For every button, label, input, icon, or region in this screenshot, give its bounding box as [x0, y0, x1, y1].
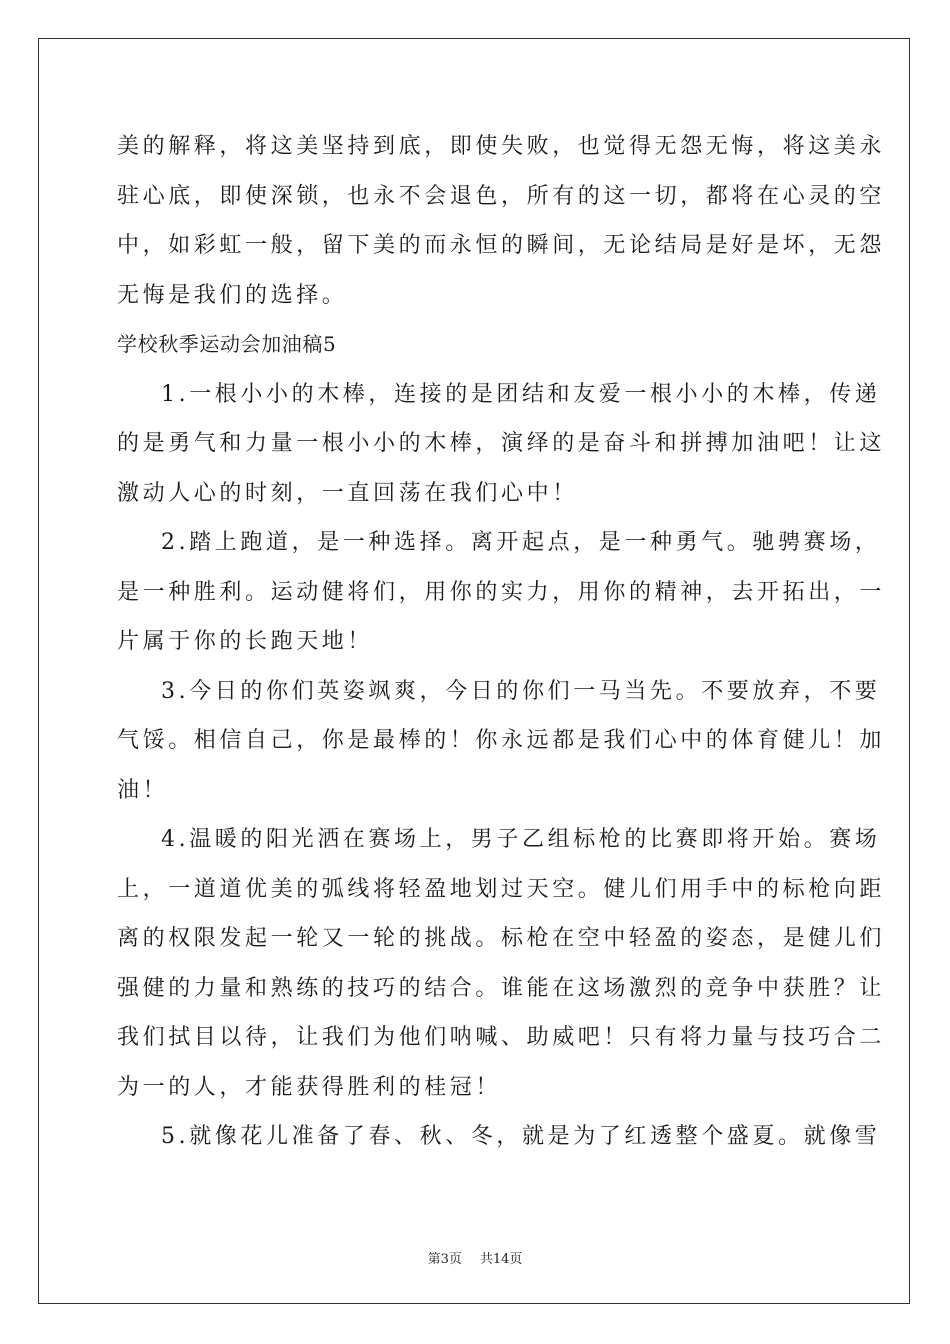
text-line: 2.踏上跑道，是一种选择。离开起点，是一种勇气。驰骋赛场，	[161, 530, 881, 555]
text-line: 1.一根小小的木棒，连接的是团结和友爱一根小小的木棒，传递	[161, 381, 881, 407]
text-line: 驻心底，即使深锁，也永不会退色，所有的这一切，都将在心灵的空	[117, 183, 886, 209]
text-line: 强健的力量和熟练的技巧的结合。谁能在这场激烈的竞争中获胜？让	[117, 975, 886, 1001]
section-title: 学校秋季运动会加油稿5	[117, 332, 337, 356]
text-line: 我们拭目以待，让我们为他们呐喊、助威吧！只有将力量与技巧合二	[117, 1025, 886, 1050]
document-body	[117, 122, 886, 1162]
text-line: 油！	[117, 777, 169, 803]
text-line: 离的权限发起一轮又一轮的挑战。标枪在空中轻盈的姿态，是健儿们	[117, 926, 886, 951]
text-line: 的是勇气和力量一根小小的木棒，演绎的是奋斗和拼搏加油吧！让这	[117, 431, 886, 456]
text-line: 美的解释，将这美坚持到底，即使失败，也觉得无怨无悔，将这美永	[117, 134, 886, 159]
text-line: 3.今日的你们英姿飒爽，今日的你们一马当先。不要放弃，不要	[161, 678, 881, 704]
text-line: 是一种胜利。运动健将们，用你的实力，用你的精神，去开拓出，一	[117, 579, 886, 605]
page-number-current: 第3页	[427, 1252, 462, 1267]
text-line: 片属于你的长跑天地！	[117, 629, 374, 654]
paragraph-4	[117, 815, 886, 1112]
text-line: 上，一道道优美的弧线将轻盈地划过天空。健儿们用手中的标枪向距	[117, 876, 886, 902]
text-line: 中，如彩虹一般，留下美的而永恒的瞬间，无论结局是好是坏，无怨	[117, 233, 886, 258]
text-line: 为一的人，才能获得胜利的桂冠！	[117, 1074, 502, 1100]
text-line: 4.温暖的阳光洒在赛场上，男子乙组标枪的比赛即将开始。赛场	[161, 827, 881, 852]
paragraph-2	[117, 518, 886, 667]
paragraph-5	[117, 1112, 881, 1162]
text-line: 无悔是我们的选择。	[117, 282, 348, 308]
page-number-total: 共14页	[479, 1252, 523, 1267]
paragraph-3	[117, 667, 886, 816]
page-footer	[0, 1248, 950, 1267]
text-line: 气馁。相信自己，你是最棒的！你永远都是我们心中的体育健儿！加	[117, 728, 886, 753]
paragraph-1	[117, 370, 886, 519]
text-line: 激动人心的时刻，一直回荡在我们心中！	[117, 480, 578, 506]
text-line: 5.就像花儿准备了春、秋、冬，就是为了红透整个盛夏。就像雪	[161, 1124, 881, 1149]
